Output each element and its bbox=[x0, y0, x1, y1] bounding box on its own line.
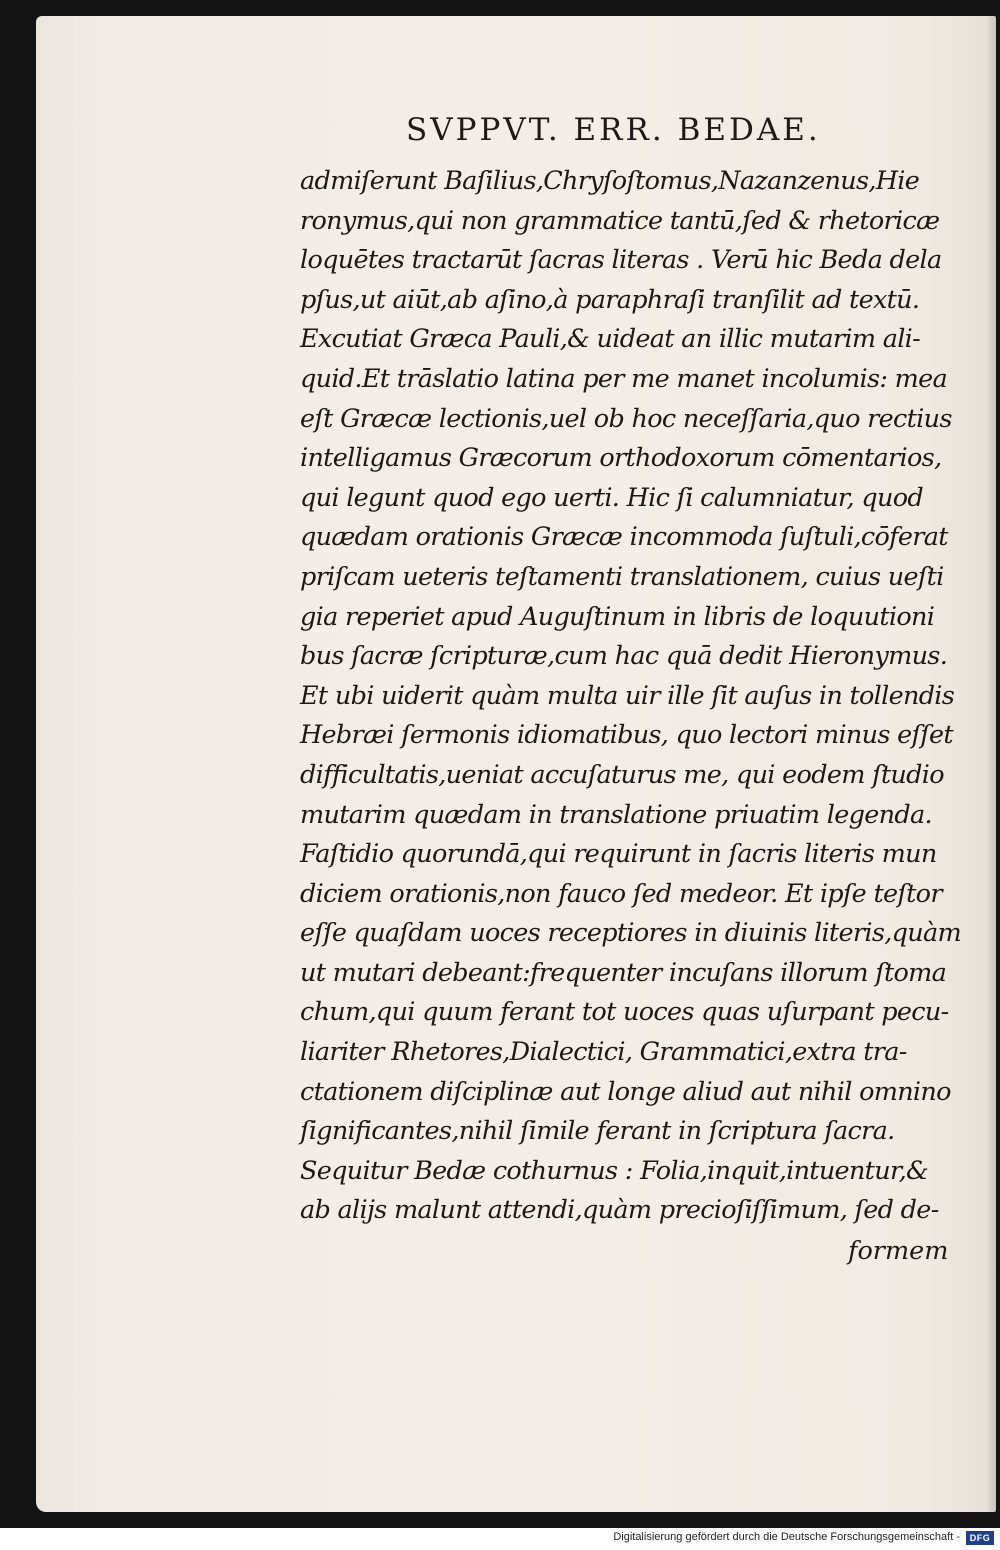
text-line: ctationem diſciplinæ aut longe aliud aut nihil omnino bbox=[300, 1076, 951, 1107]
text-line: Faſtidio quorundā,qui requirunt in ſacris literis mun bbox=[300, 839, 937, 870]
text-line: ab alijs malunt attendi,quàm precioſiſſimum, ſed de- bbox=[300, 1195, 939, 1226]
text-line: mutarim quædam in translatione priuatim legenda. bbox=[300, 799, 932, 830]
text-line: Sequitur Bedæ cothurnus : Folia,inquit,intuentur,& bbox=[300, 1155, 929, 1186]
footer-bar bbox=[0, 1528, 1000, 1550]
text-line: gia reperiet apud Auguſtinum in libris de loquutioni bbox=[300, 601, 935, 632]
running-head: SVPPVT. ERR. BEDAE. bbox=[406, 112, 821, 148]
text-line: eſt Græcæ lectionis,uel ob hoc neceſſaria,quo rectius bbox=[300, 403, 952, 434]
text-line: bus ſacræ ſcripturæ,cum hac quā dedit Hieronymus. bbox=[300, 641, 948, 672]
text-line: intelligamus Græcorum orthodoxorum cōmentarios, bbox=[300, 443, 942, 474]
text-line: priſcam ueteris teſtamenti translationem, cuius ueſti bbox=[300, 561, 944, 592]
text-line: ſignificantes,nihil ſimile ferant in ſcriptura ſacra. bbox=[300, 1116, 895, 1147]
text-line: pſus,ut aiūt,ab aſino,à paraphraſi tranſilit ad textū. bbox=[300, 284, 920, 315]
text-line: ronymus,qui non grammatice tantū,ſed & rhetoricæ bbox=[300, 205, 940, 236]
text-line: qui legunt quod ego uerti. Hic ſi calumniatur, quod bbox=[300, 482, 923, 513]
text-line: loquētes tractarūt ſacras literas . Verū hic Beda dela bbox=[300, 245, 942, 276]
text-line: difficultatis,ueniat accuſaturus me, qui eodem ſtudio bbox=[300, 759, 944, 790]
text-line: liariter Rhetores,Dialectici, Grammatici,extra tra- bbox=[300, 1037, 907, 1068]
text-line: diciem orationis,non fauco ſed medeor. Et ipſe teſtor bbox=[300, 878, 942, 909]
text-line: quid.Et trāslatio latina per me manet incolumis: mea bbox=[300, 363, 948, 394]
funding-credit: Digitalisierung gefördert durch die Deutsche Forschungsgemeinschaft - bbox=[613, 1531, 960, 1543]
text-line: admiſerunt Baſilius,Chryſoſtomus,Nazanzenus,Hie bbox=[300, 166, 920, 196]
dfg-logo-icon: DFG bbox=[966, 1531, 994, 1545]
text-line: Excutiat Græca Pauli,& uideat an illic mutarim ali- bbox=[300, 324, 921, 355]
text-line: Hebræi ſermonis idiomatibus, quo lectori minus eſſet bbox=[300, 720, 953, 751]
text-line: eſſe quaſdam uoces receptiores in diuinis literis,quàm bbox=[300, 918, 961, 949]
text-line: chum,qui quum ferant tot uoces quas uſurpant pecu- bbox=[300, 997, 949, 1028]
page-body-text bbox=[300, 162, 960, 1231]
text-line: quædam orationis Græcæ incommoda ſuſtuli,cōferat bbox=[300, 522, 948, 553]
catchword: formem bbox=[848, 1236, 949, 1266]
text-line: ut mutari debeant:frequenter incuſans illorum ſtoma bbox=[300, 957, 947, 988]
text-line: Et ubi uiderit quàm multa uir ille ſit auſus in tollendis bbox=[300, 680, 955, 711]
